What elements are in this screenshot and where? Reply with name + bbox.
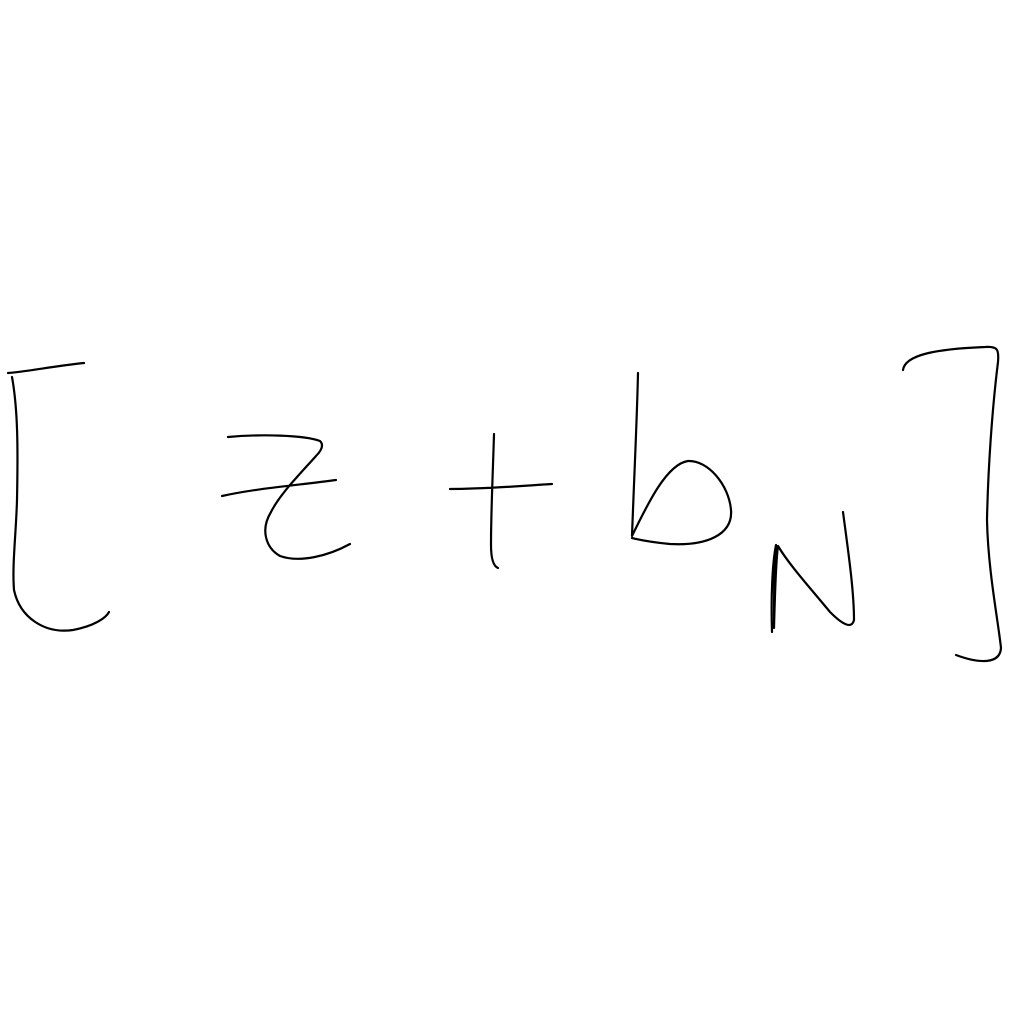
letter-b-stroke bbox=[632, 373, 731, 544]
subscript-n-stroke bbox=[772, 512, 854, 632]
plus-sign-stroke bbox=[450, 434, 552, 568]
left-bracket-stroke bbox=[8, 363, 109, 631]
letter-z-stroke bbox=[222, 435, 350, 558]
right-bracket-stroke bbox=[903, 347, 1001, 661]
